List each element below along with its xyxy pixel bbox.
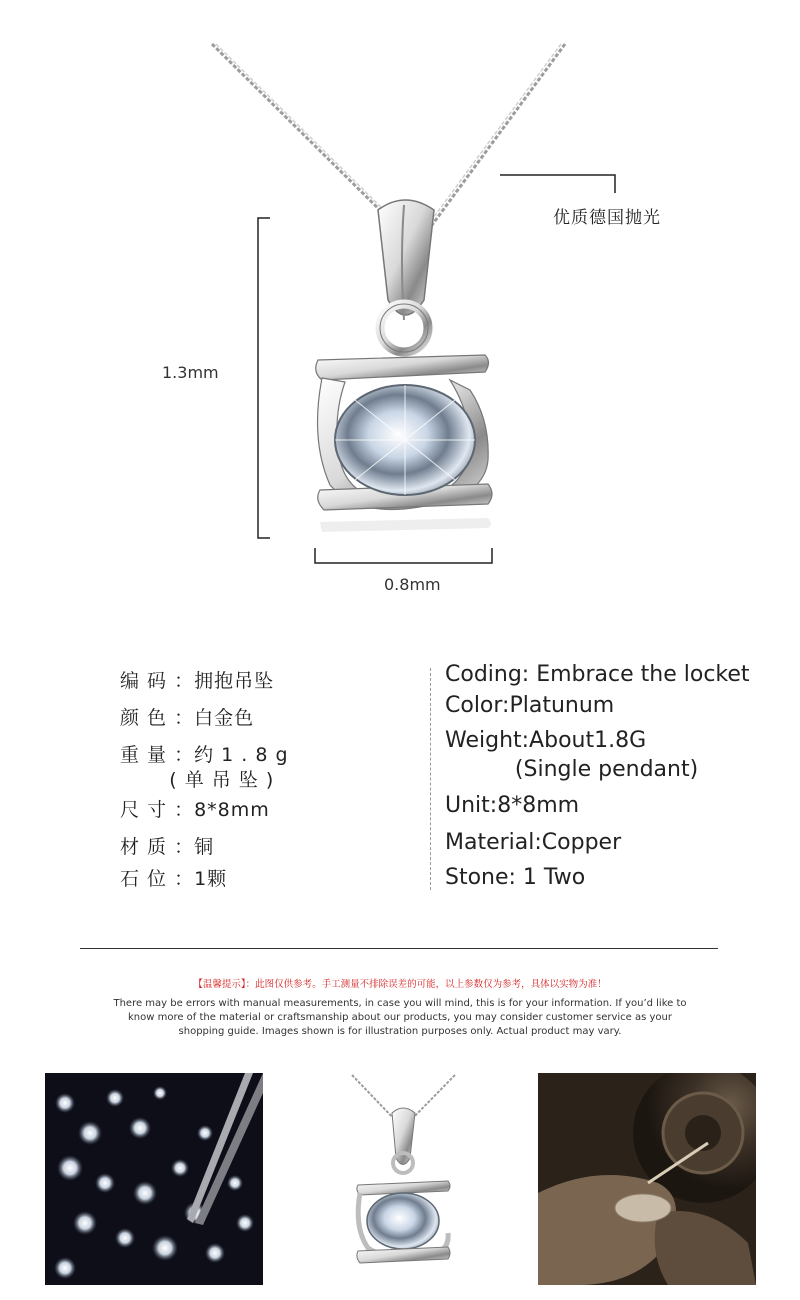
section-divider bbox=[80, 948, 718, 949]
spec-cn-weight: 重 量 ：约 1 . 8 g bbox=[120, 744, 289, 766]
pendant-top-bar bbox=[316, 355, 489, 380]
specs-divider bbox=[430, 668, 431, 890]
spec-en-material: Material:Copper bbox=[445, 830, 622, 855]
polishing-photo bbox=[538, 1073, 756, 1285]
spec-en-stone: Stone: 1 Two bbox=[445, 865, 586, 890]
width-dimension bbox=[315, 548, 492, 563]
bail bbox=[378, 200, 434, 315]
pendant-illustration bbox=[0, 0, 800, 620]
spec-en-weight-note: (Single pendant) bbox=[445, 757, 699, 782]
product-hero bbox=[0, 0, 800, 620]
spec-cn-size: 尺 寸 ：8*8mm bbox=[120, 799, 270, 821]
width-label: 0.8mm bbox=[384, 575, 441, 594]
diamonds-photo bbox=[45, 1073, 263, 1285]
height-dimension bbox=[258, 218, 270, 538]
polish-callout-line bbox=[500, 175, 615, 193]
spec-cn-weight-note: ( 单 吊 坠 ) bbox=[120, 769, 275, 791]
chain bbox=[212, 44, 565, 225]
notice-chinese: 【温馨提示】：此图仅供参考。手工测量不排除误差的可能，以上参数仅为参考，具体以实物为准！ bbox=[193, 979, 607, 990]
spec-en-coding: Coding: Embrace the locket bbox=[445, 662, 750, 687]
spec-en-unit: Unit:8*8mm bbox=[445, 793, 580, 818]
spec-en-weight: Weight:About1.8G bbox=[445, 728, 647, 753]
spec-cn-coding: 编 码 ：拥抱吊坠 bbox=[120, 670, 275, 692]
pendant-photo bbox=[330, 1073, 470, 1285]
spec-cn-color: 颜 色 ：白金色 bbox=[120, 707, 255, 729]
notice-english: There may be errors with manual measurements, in case you will mind, this is for your information. If you’d like to know more of the material or craftsmanship about our products, you may consider customer service as your shopping guide. Images shown is for illustration purposes only. Actual product may vary. bbox=[113, 998, 687, 1037]
spec-en-color: Color:Platunum bbox=[445, 693, 615, 718]
spec-cn-material: 材 质 ：铜 bbox=[120, 836, 215, 858]
polish-label: 优质德国抛光 bbox=[553, 208, 661, 228]
spec-cn-stone: 石 位 ：1颗 bbox=[120, 868, 228, 890]
height-label: 1.3mm bbox=[162, 363, 219, 382]
